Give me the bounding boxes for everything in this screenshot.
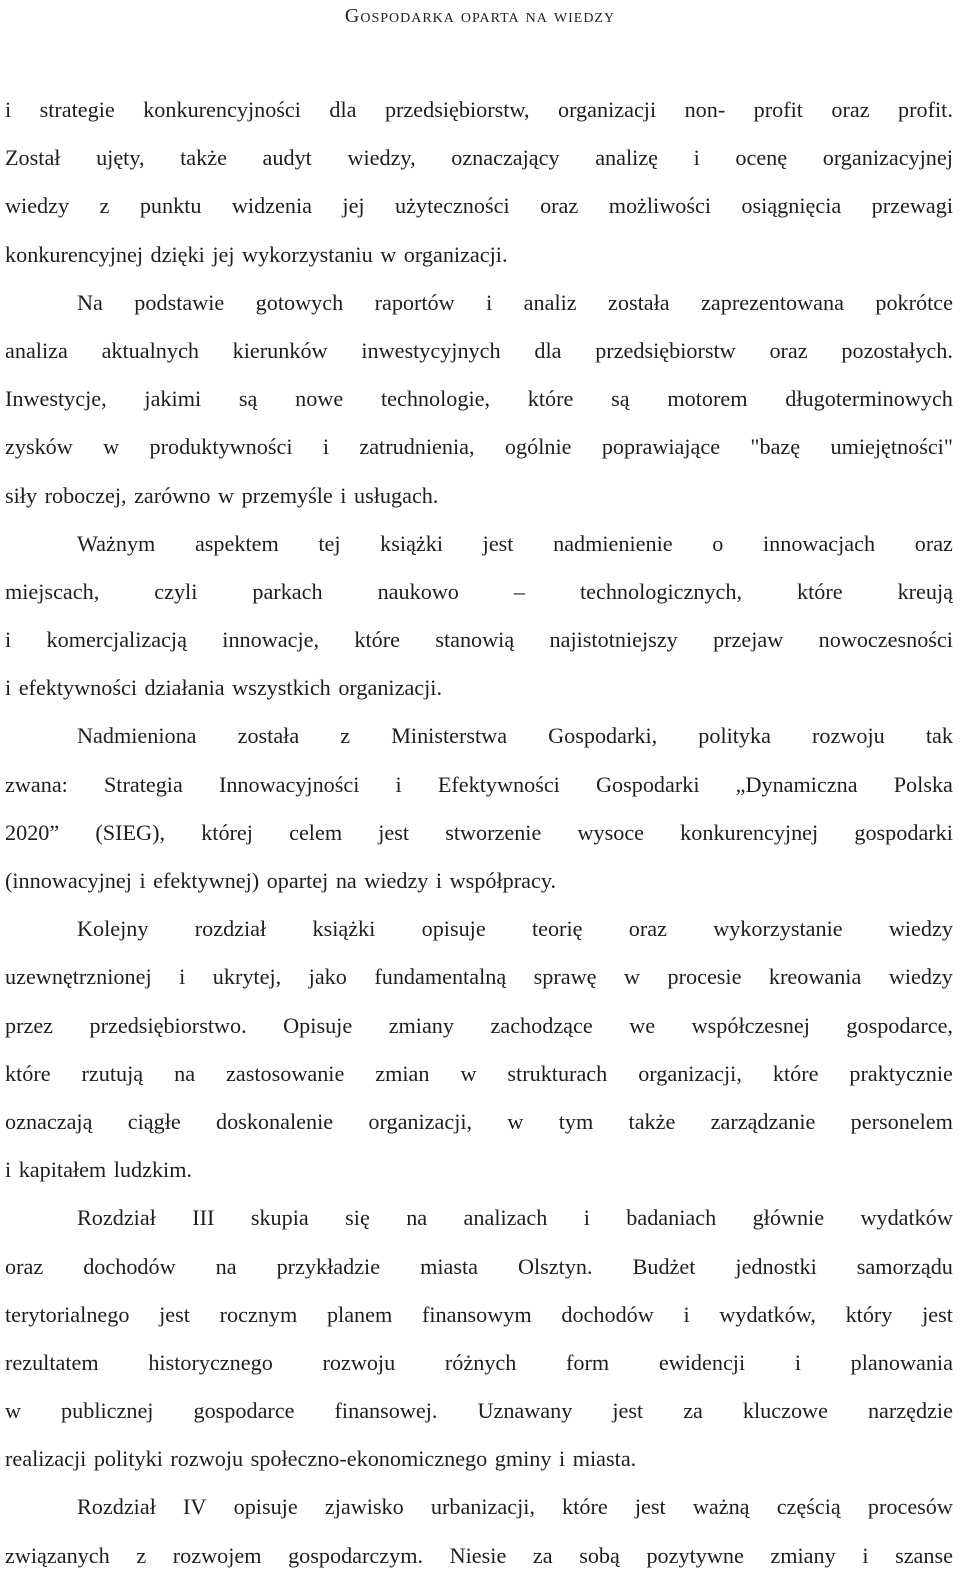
text-line: zwana: Strategia Innowacyjności i Efektywności Gospodarki „Dynamiczna Polska [5, 771, 953, 797]
text-line: zysków w produktywności i zatrudnienia, ogólnie poprawiające "bazę umiejętności" [5, 434, 953, 460]
text-line: rezultatem historycznego rozwoju różnych form ewidencji i planowania [5, 1349, 953, 1375]
text-line: (innowacyjnej i efektywnej) opartej na wiedzy i współpracy. [5, 868, 557, 893]
text-line: i strategie konkurencyjności dla przedsiębiorstw, organizacji non- profit oraz profit. [5, 97, 953, 122]
text-line: i komercjalizacją innowacje, które stanowią najistotniejszy przejaw nowoczesności [5, 627, 953, 653]
text-line: Nadmieniona została z Ministerstwa Gospodarki, polityka rozwoju tak [77, 723, 953, 749]
text-line: i efektywności działania wszystkich organizacji. [5, 675, 443, 701]
text-line: analiza aktualnych kierunków inwestycyjnych dla przedsiębiorstw oraz pozostałych. [5, 337, 953, 363]
text-line: przez przedsiębiorstwo. Opisuje zmiany zachodzące we współczesnej gospodarce, [5, 1012, 953, 1038]
text-line: Kolejny rozdział książki opisuje teorię oraz wykorzystanie wiedzy [77, 916, 953, 942]
text-line: związanych z rozwojem gospodarczym. Niesie za sobą pozytywne zmiany i szanse [5, 1542, 953, 1568]
text-line: Inwestycje, jakimi są nowe technologie, które są motorem długoterminowych [5, 386, 953, 412]
text-line: realizacji polityki rozwoju społeczno-ekonomicznego gminy i miasta. [5, 1446, 637, 1472]
text-line: oraz dochodów na przykładzie miasta Olsztyn. Budżet jednostki samorządu [5, 1253, 953, 1279]
text-line: które rzutują na zastosowanie zmian w strukturach organizacji, które praktycznie [5, 1060, 953, 1086]
text-line: konkurencyjnej dzięki jej wykorzystaniu w organizacji. [5, 241, 508, 267]
text-line: siły roboczej, zarówno w przemyśle i usługach. [5, 482, 439, 508]
text-line: Ważnym aspektem tej książki jest nadmienienie o innowacjach oraz [77, 530, 953, 556]
text-line: uzewnętrznionej i ukrytej, jako fundamentalną sprawę w procesie kreowania wiedzy [5, 964, 953, 990]
text-line: terytorialnego jest rocznym planem finansowym dochodów i wydatków, który jest [5, 1301, 953, 1327]
text-line: 2020” (SIEG), której celem jest stworzenie wysoce konkurencyjnej gospodarki [5, 819, 953, 845]
text-line: Został ujęty, także audyt wiedzy, oznaczający analizę i ocenę organizacyjnej [5, 145, 953, 171]
text-line: w publicznej gospodarce finansowej. Uznawany jest za kluczowe narzędzie [5, 1398, 953, 1424]
running-header: Gospodarka oparta na wiedzy [344, 5, 616, 27]
text-line: miejscach, czyli parkach naukowo – technologicznych, które kreują [5, 578, 953, 604]
text-line: wiedzy z punktu widzenia jej użyteczności oraz możliwości osiągnięcia przewagi [5, 193, 953, 219]
text-line: Na podstawie gotowych raportów i analiz została zaprezentowana pokrótce [77, 289, 953, 315]
text-line: i kapitałem ludzkim. [5, 1157, 193, 1183]
text-line: Rozdział III skupia się na analizach i badaniach głównie wydatków [77, 1205, 953, 1231]
text-line: oznaczają ciągłe doskonalenie organizacji, w tym także zarządzanie personelem [5, 1108, 953, 1134]
text-line: Rozdział IV opisuje zjawisko urbanizacji, które jest ważną częścią procesów [77, 1494, 953, 1520]
body-text [5, 86, 953, 1580]
